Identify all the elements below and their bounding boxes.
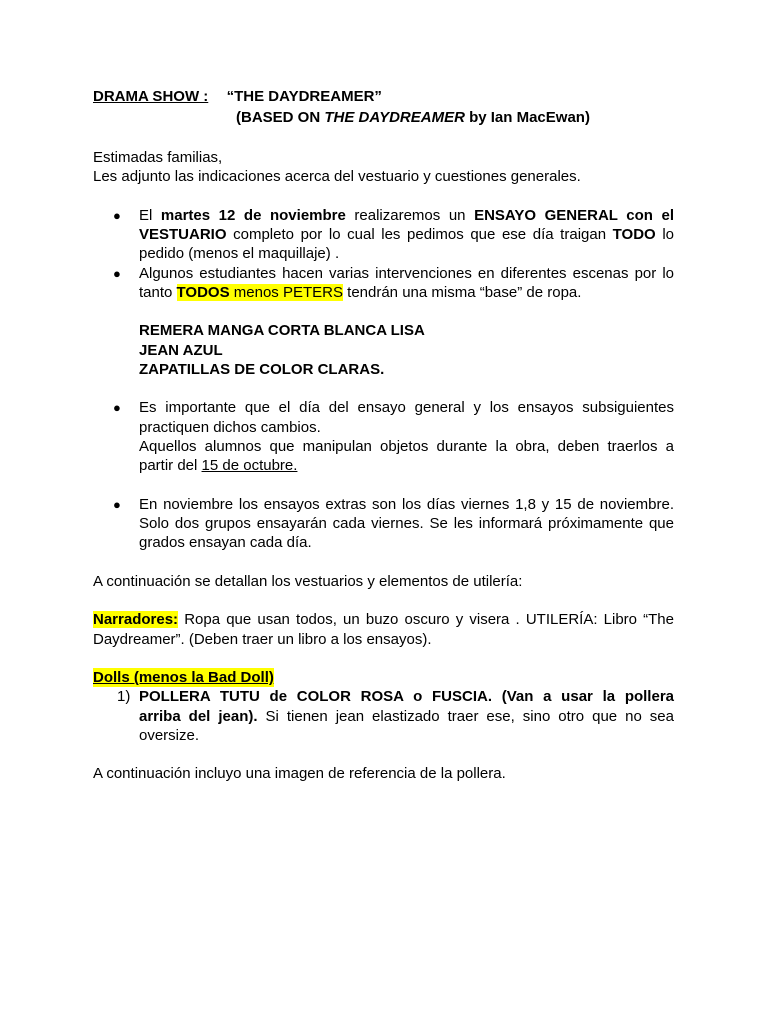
based-suffix: by Ian MacEwan) — [464, 109, 590, 126]
menos-peters-highlight: menos PETERS — [233, 284, 343, 301]
bullet-4-line-3: grados ensayan cada día. — [139, 534, 312, 551]
bullet-3-line-3: Aquellos alumnos que manipulan objetos durante la obra, deben traerlos a — [139, 438, 674, 455]
narradores-label: Narradores: — [93, 611, 179, 628]
greeting-line-1: Estimadas familias, — [93, 149, 223, 166]
show-title: “THE DAYDREAMER” — [226, 88, 382, 105]
dolls-item-number: 1) — [117, 688, 131, 705]
clothing-item-1: REMERA MANGA CORTA BLANCA LISA — [139, 322, 425, 339]
todos-highlight: TODOS — [176, 284, 234, 301]
based-title: THE DAYDREAMER — [324, 109, 465, 126]
continuation-text: A continuación se detallan los vestuarios y elementos de utilería: — [93, 573, 523, 590]
date-highlight: martes 12 de noviembre — [160, 207, 346, 224]
dolls-line-2: arriba del jean). Si tienen jean elastizado traer ese, sino otro que no sea — [139, 708, 674, 725]
date-underlined: 15 de octubre. — [201, 457, 298, 474]
dolls-line-3: oversize. — [139, 727, 200, 744]
bullet-2-line-1: Algunos estudiantes hacen varias intervenciones en diferentes escenas por lo — [139, 265, 674, 282]
greeting-line-2: Les adjunto las indicaciones acerca del vestuario y cuestiones generales. — [93, 168, 581, 185]
bullet-3-line-4: partir del 15 de octubre. — [139, 457, 298, 474]
bullet-2-icon: ● — [113, 266, 121, 281]
dolls-line-1: POLLERA TUTU de COLOR ROSA o FUSCIA. (Van a usar la pollera — [139, 688, 674, 705]
bullet-4-icon: ● — [113, 497, 121, 512]
clothing-item-2: JEAN AZUL — [139, 342, 223, 359]
bullet-4-line-2: Solo dos grupos ensayarán cada viernes. Se les informará próximamente que — [139, 515, 674, 532]
based-prefix: (BASED ON — [236, 109, 325, 126]
bullet-1-line-1: El martes 12 de noviembre realizaremos un ENSAYO GENERAL con el — [139, 207, 674, 224]
narradores-line-1: Narradores: Ropa que usan todos, un buzo oscuro y visera . UTILERÍA: Libro “The — [93, 611, 674, 628]
bullet-3-line-2: practiquen dichos cambios. — [139, 419, 321, 436]
narradores-line-2: Daydreamer”. (Deben traer un libro a los ensayos). — [93, 631, 432, 648]
header-line-1 — [93, 87, 382, 106]
bullet-4-line-1: En noviembre los ensayos extras son los días viernes 1,8 y 15 de noviembre. — [139, 496, 674, 513]
drama-label: DRAMA SHOW : — [93, 88, 209, 105]
bullet-1-line-2: VESTUARIO completo por lo cual les pedimos que ese día traigan TODO lo — [139, 226, 674, 243]
dolls-heading: Dolls (menos la Bad Doll) — [93, 669, 274, 686]
clothing-item-3: ZAPATILLAS DE COLOR CLARAS. — [139, 361, 385, 378]
header-line-2 — [236, 108, 590, 127]
bullet-3-icon: ● — [113, 400, 121, 415]
image-reference-note: A continuación incluyo una imagen de referencia de la pollera. — [93, 765, 506, 782]
bullet-1-line-3: pedido (menos el maquillaje) . — [139, 245, 340, 262]
bullet-2-line-2: tanto TODOS menos PETERS tendrán una misma “base” de ropa. — [139, 284, 582, 301]
bullet-3-line-1: Es importante que el día del ensayo general y los ensayos subsiguientes — [139, 399, 674, 416]
bullet-1-icon: ● — [113, 208, 121, 223]
